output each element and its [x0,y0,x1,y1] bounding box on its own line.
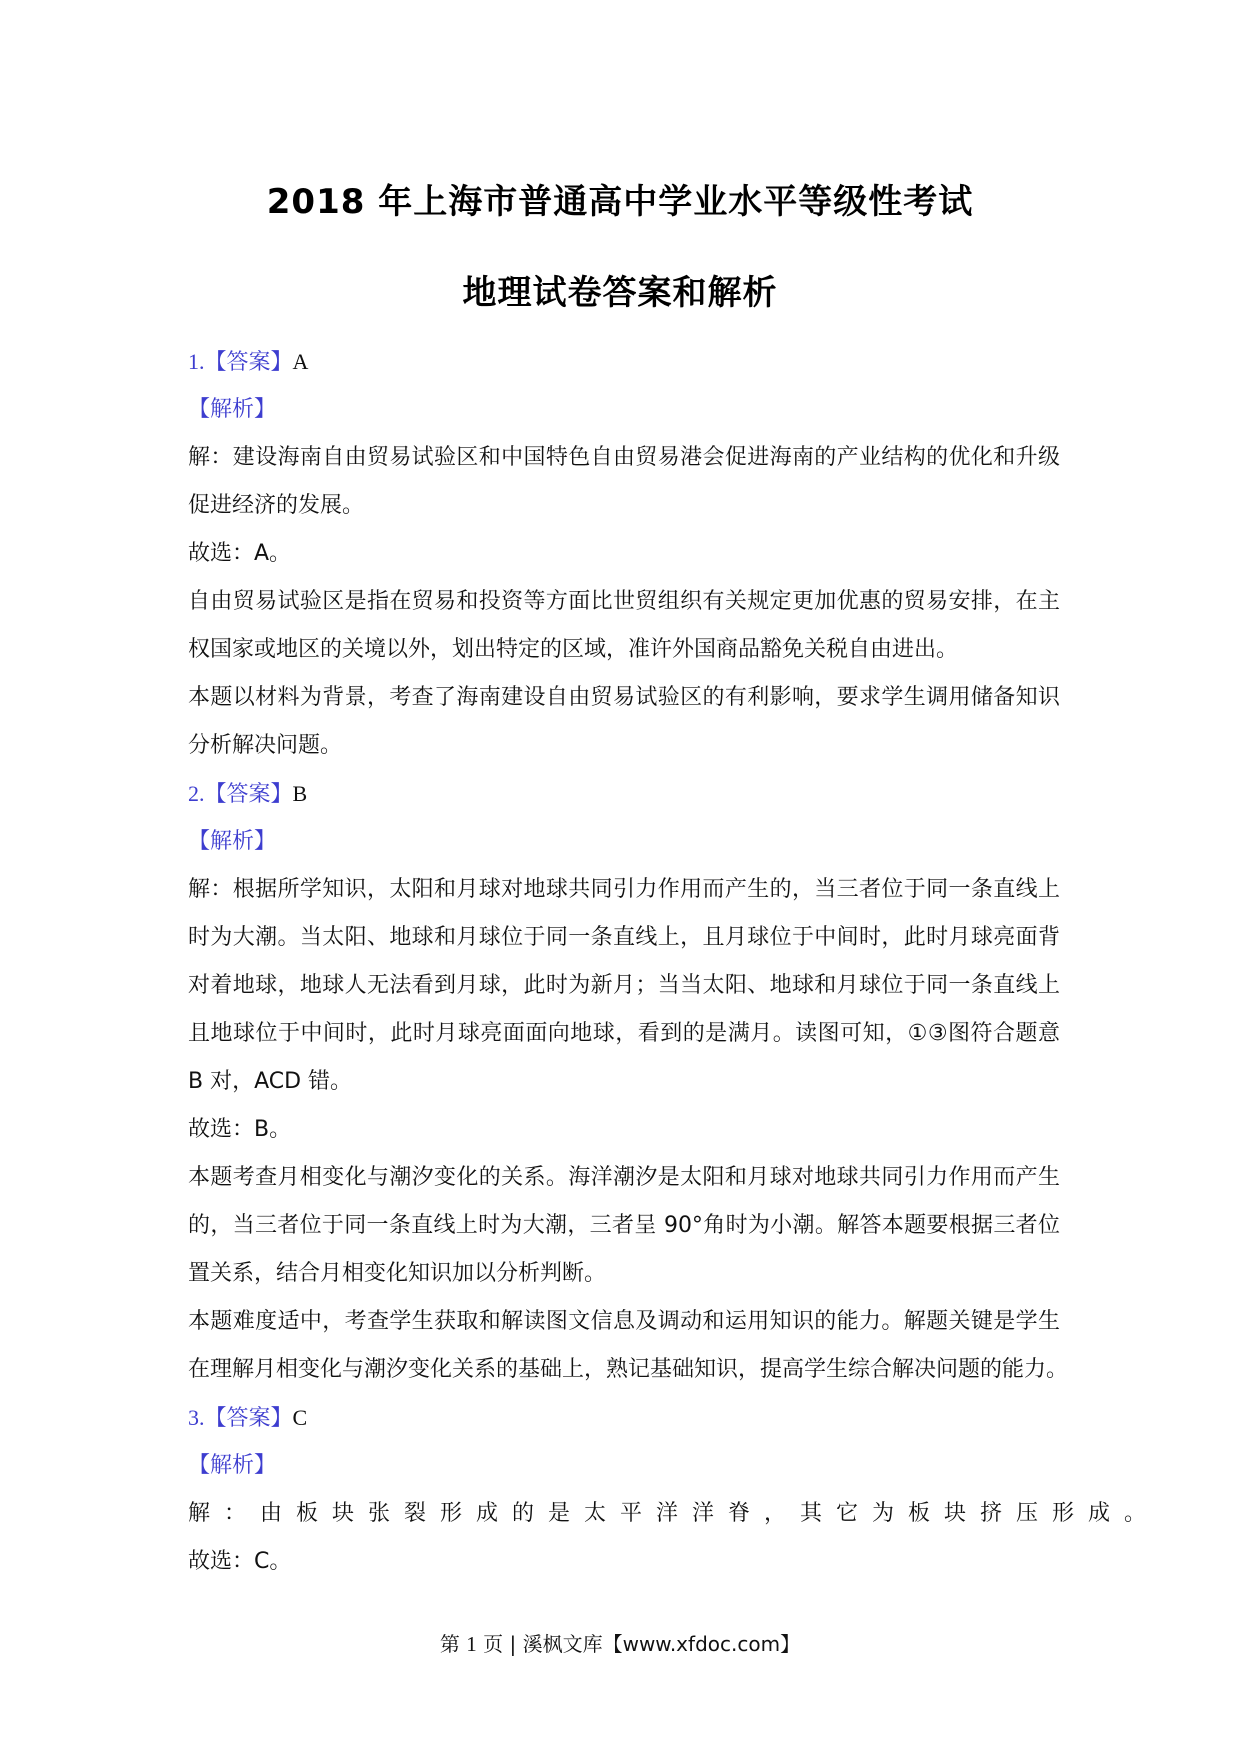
q1-answer-tag: 【答案】 [204,350,293,375]
q3-answer-tag: 【答案】 [204,1406,293,1431]
footer-page-prefix: 第 [439,1632,460,1656]
q2-text-line: 时为大潮。当太阳、地球和月球位于同一条直线上，且月球位于中间时，此时月球亮面背 [188,925,1060,950]
q2-text-line: 本题考查月相变化与潮汐变化的关系。海洋潮汐是太阳和月球对地球共同引力作用而产生 [188,1165,1060,1190]
q2-answer-tag: 【答案】 [204,782,293,807]
q2-text-line: 故选：B。 [188,1117,292,1142]
q1-text-line: 本题以材料为背景，考查了海南建设自由贸易试验区的有利影响，要求学生调用储备知识 [188,685,1060,710]
q2-text-line: 对着地球，地球人无法看到月球，此时为新月；当当太阳、地球和月球位于同一条直线上 [188,973,1060,998]
q3-text-line: 解：由板块张裂形成的是太平洋洋脊，其它为板块挤压形成。 [188,1501,1161,1526]
q1-text-line: 解：建设海南自由贸易试验区和中国特色自由贸易港会促进海南的产业结构的优化和升级 [188,445,1060,470]
footer-source: 页 | 溪枫文库【www.xfdoc.com】 [483,1632,801,1656]
q2-text-line: 本题难度适中，考查学生获取和解读图文信息及调动和运用知识的能力。解题关键是学生 [188,1309,1060,1334]
footer-page-number: 1 [466,1632,477,1656]
q1-analysis-heading [188,386,1060,434]
q3-analysis-tag: 【解析】 [188,1453,277,1478]
q2-answer-line [188,770,1060,818]
q1-analysis-tag: 【解析】 [188,397,277,422]
q1-answer: A [292,349,309,374]
q2-analysis-heading [188,818,1060,866]
q1-text-line: 权国家或地区的关境以外，划出特定的区域，准许外国商品豁免关税自由进出。 [188,637,959,662]
document-body [188,338,1161,1586]
q2-text-line: 且地球位于中间时，此时月球亮面面向地球，看到的是满月。读图可知，①③图符合题意 [188,1021,1060,1046]
q1-text-line: 故选：A。 [188,541,292,566]
q2-text-line: 解：根据所学知识，太阳和月球对地球共同引力作用而产生的，当三者位于同一条直线上 [188,877,1060,902]
q1-text-line: 自由贸易试验区是指在贸易和投资等方面比世贸组织有关规定更加优惠的贸易安排，在主 [188,589,1060,614]
q2-answer: B [292,781,308,806]
q1-text-line: 促进经济的发展。 [188,493,365,518]
document-title: 2018 年上海市普通高中学业水平等级性考试 [266,182,974,222]
q1-answer-line [188,338,1060,386]
q1-number: 1. [188,349,205,374]
q3-analysis-heading [188,1442,1060,1490]
q2-text-line: B 对，ACD 错。 [188,1069,353,1094]
q3-answer-line [188,1394,1060,1442]
q2-text-line: 在理解月相变化与潮汐变化关系的基础上，熟记基础知识，提高学生综合解决问题的能力。 [188,1357,1069,1382]
q3-answer: C [292,1405,308,1430]
q2-number: 2. [188,781,205,806]
page-footer [0,1628,1240,1657]
q1-text-line: 分析解决问题。 [188,733,343,758]
q2-text-line: 的，当三者位于同一条直线上时为大潮，三者呈 90°角时为小潮。解答本题要根据三者位 [188,1213,1060,1238]
q2-text-line: 置关系，结合月相变化知识加以分析判断。 [188,1261,607,1286]
document-subtitle: 地理试卷答案和解析 [462,273,778,313]
q2-analysis-tag: 【解析】 [188,829,277,854]
q3-number: 3. [188,1405,205,1430]
q3-text-line: 故选：C。 [188,1549,292,1574]
